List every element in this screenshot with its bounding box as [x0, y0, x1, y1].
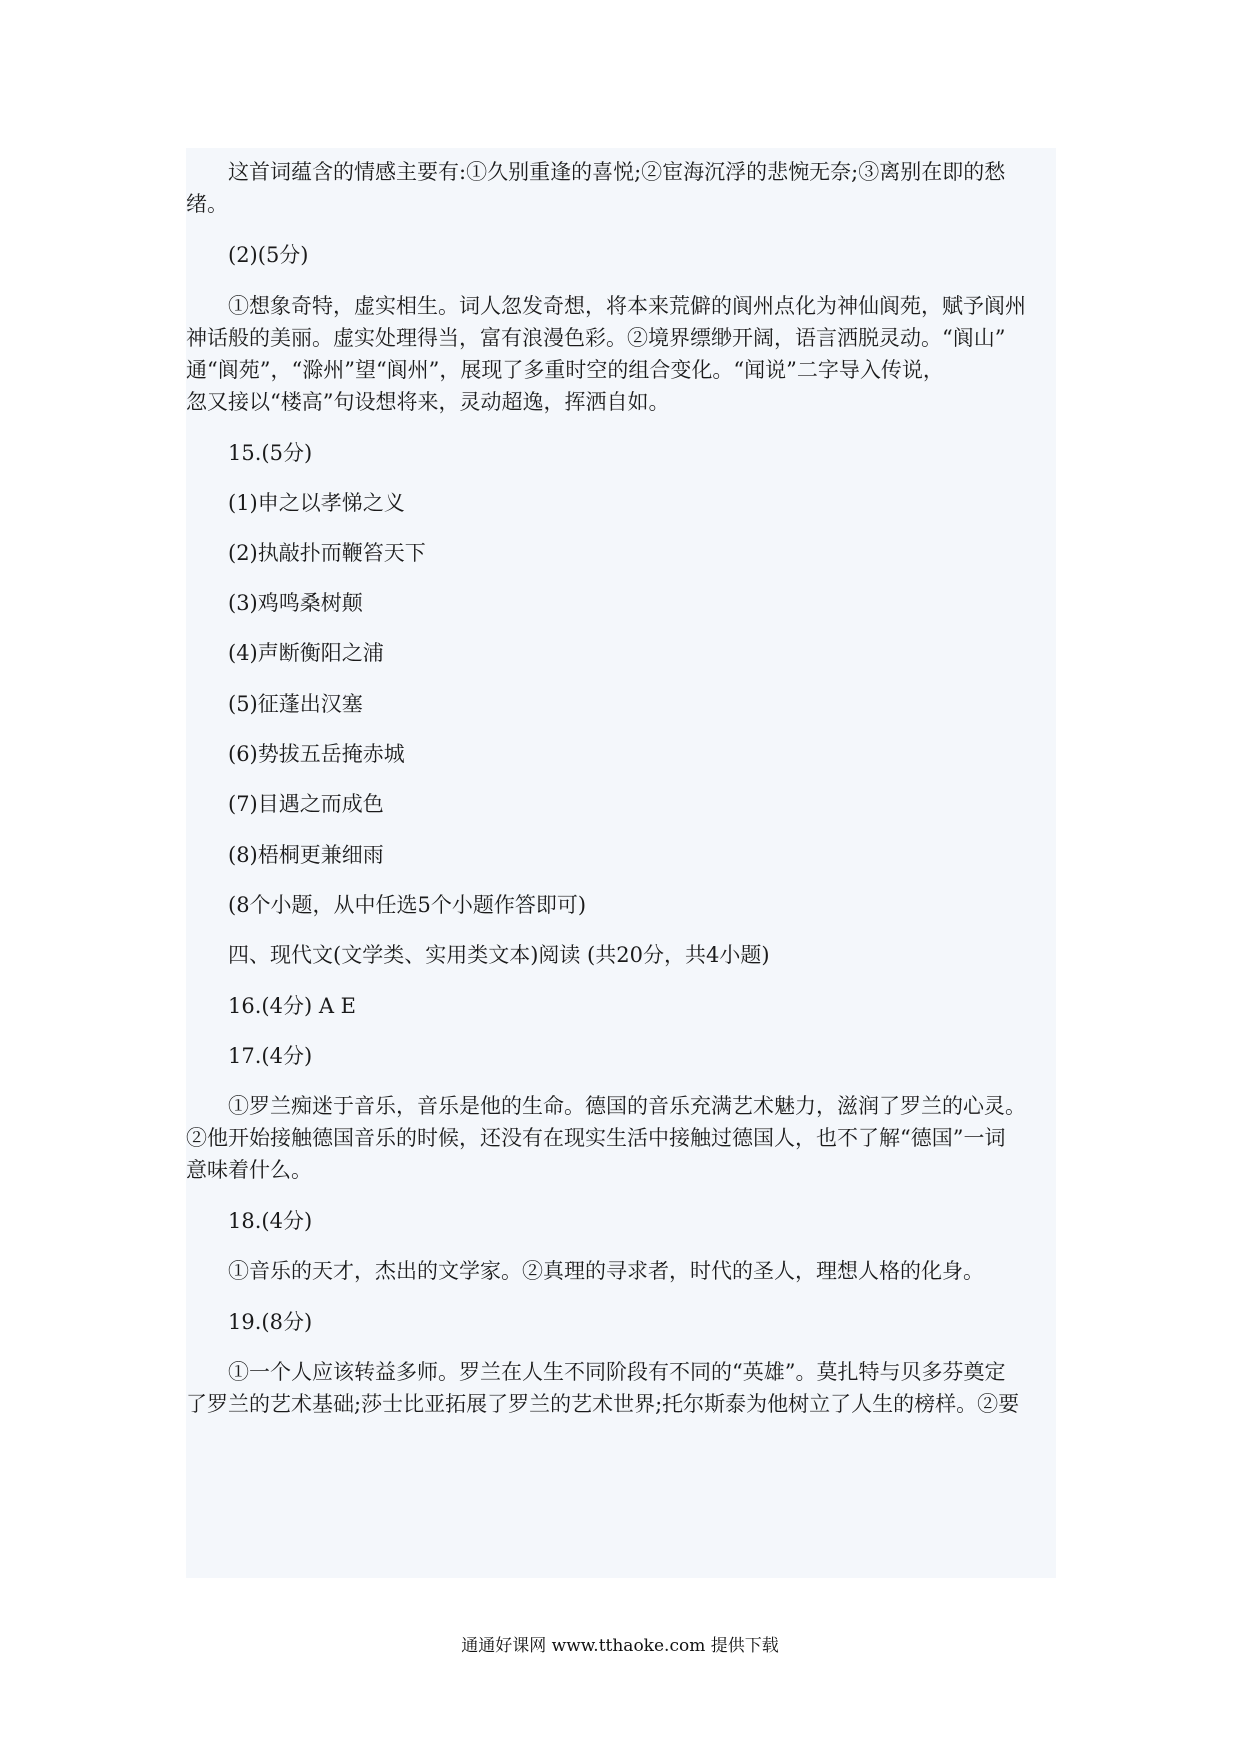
section-heading: 四、现代文(文学类、实用类文本)阅读 (共20分，共4小题)	[228, 943, 770, 967]
text-line: ①想象奇特，虚实相生。词人忽发奇想，将本来荒僻的阆州点化为神仙阆苑，赋予阆州	[228, 294, 1026, 318]
text-line: 了罗兰的艺术基础;莎士比亚拓展了罗兰的艺术世界;托尔斯泰为他树立了人生的榜样。②要	[186, 1392, 1020, 1416]
text-line: (4)声断衡阳之浦	[228, 641, 384, 665]
text-line: ①一个人应该转益多师。罗兰在人生不同阶段有不同的“英雄”。莫扎特与贝多芬奠定	[228, 1360, 1006, 1384]
text-line: (1)申之以孝悌之义	[228, 491, 405, 515]
text-line: 神话般的美丽。虚实处理得当，富有浪漫色彩。②境界缥缈开阔，语言洒脱灵动。“阆山”	[186, 326, 1006, 350]
text-line: (8)梧桐更兼细雨	[228, 843, 384, 867]
text-line: (3)鸡鸣桑树颠	[228, 591, 363, 615]
text-line: (7)目遇之而成色	[228, 792, 384, 816]
text-line: 绪。	[186, 192, 228, 216]
text-line: ①音乐的天才，杰出的文学家。②真理的寻求者，时代的圣人，理想人格的化身。	[228, 1259, 984, 1283]
text-line: 17.(4分)	[228, 1044, 313, 1068]
answer-text-block	[186, 148, 1056, 1578]
text-line: 16.(4分) A E	[228, 994, 356, 1018]
text-line: (2)(5分)	[228, 243, 309, 267]
text-line: (8个小题，从中任选5个小题作答即可)	[228, 893, 587, 917]
text-line: 15.(5分)	[228, 441, 313, 465]
text-line: 这首词蕴含的情感主要有:①久别重逢的喜悦;②宦海沉浮的悲惋无奈;③离别在即的愁	[228, 160, 1006, 184]
text-line: ②他开始接触德国音乐的时候，还没有在现实生活中接触过德国人，也不了解“德国”一词	[186, 1126, 1006, 1150]
text-line: 通“阆苑”，“滁州”望“阆州”，展现了多重时空的组合变化。“闻说”二字导入传说，	[186, 358, 944, 382]
text-line: 18.(4分)	[228, 1209, 313, 1233]
text-line: 19.(8分)	[228, 1310, 313, 1334]
text-line: (5)征蓬出汉塞	[228, 692, 363, 716]
text-line: (2)执敲扑而鞭笞天下	[228, 541, 426, 565]
text-line: ①罗兰痴迷于音乐，音乐是他的生命。德国的音乐充满艺术魅力，滋润了罗兰的心灵。	[228, 1094, 1026, 1118]
text-line: 意味着什么。	[186, 1158, 312, 1182]
footer-credit: 通通好课网 www.tthaoke.com 提供下载	[461, 1636, 779, 1656]
text-line: 忽又接以“楼高”句设想将来，灵动超逸，挥洒自如。	[186, 390, 670, 414]
text-line: (6)势拔五岳掩赤城	[228, 742, 405, 766]
